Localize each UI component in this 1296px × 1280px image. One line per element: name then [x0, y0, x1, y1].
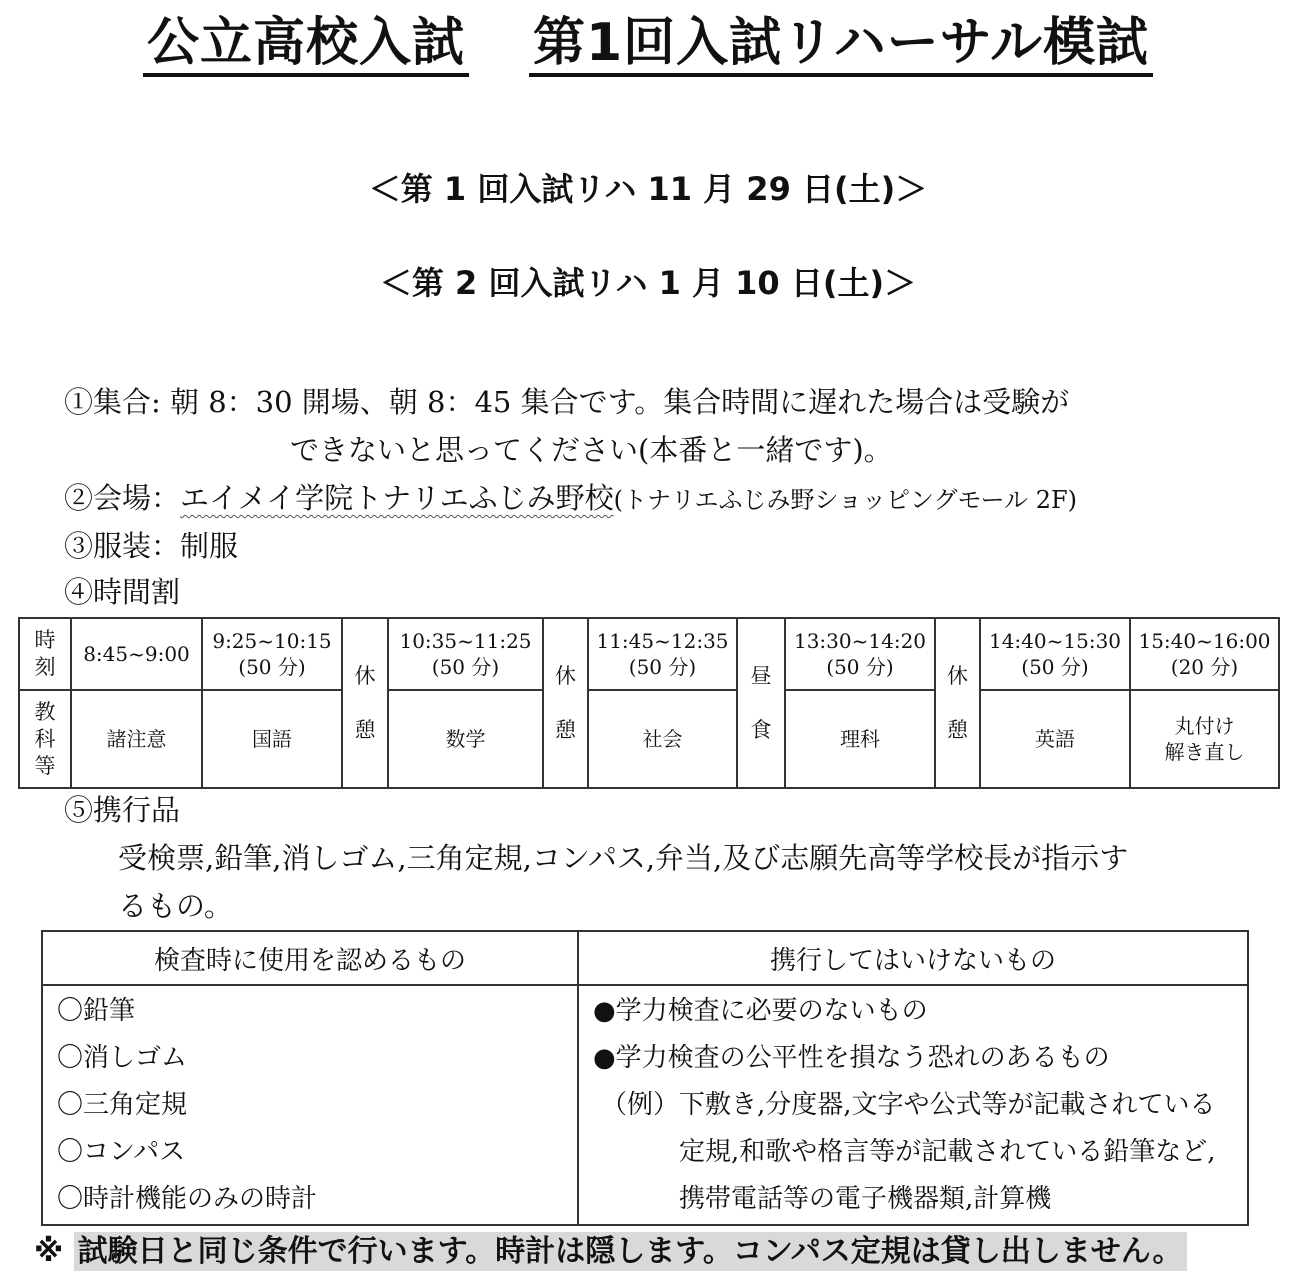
list-item: 〇鉛筆 [57, 996, 136, 1026]
lunch-cell: 昼 食 [737, 618, 785, 788]
title-part-1: 公立高校入試 [143, 13, 469, 77]
subject-label: 教 科 等 [19, 690, 71, 788]
slot-subject: 数学 [388, 690, 543, 788]
belongings-text-2: るもの。 [118, 889, 233, 923]
example-label: （例） [601, 1090, 680, 1120]
gather-line [64, 382, 1069, 422]
dress-line: ③服装：制服 [64, 529, 239, 563]
rules-table [41, 930, 1249, 1226]
list-item: ●学力検査の公平性を損なう恐れのあるもの [593, 1043, 1110, 1073]
slot-subject: 理科 [785, 690, 935, 788]
slot-time: 10:35~11:25 (50 分) [388, 618, 543, 690]
slot-time: 15:40~16:00 (20 分) [1130, 618, 1279, 690]
allowed-list [42, 985, 578, 1225]
title-part-2: 第1回入試リハーサル模試 [529, 13, 1153, 77]
forbidden-header: 携行してはいけないもの [578, 931, 1248, 985]
second-rehearsal-date: ＜第 2 回入試リハ 1 月 10 日(土)＞ [379, 264, 917, 302]
slot-time: 14:40~15:30 (50 分) [980, 618, 1130, 690]
list-item: 〇消しゴム [57, 1043, 188, 1073]
break-cell: 休 憩 [342, 618, 388, 788]
venue-name: エイメイ学院トナリエふじみ野校 [180, 481, 614, 515]
slot-time: 8:45~9:00 [71, 618, 202, 690]
slot-time: 13:30~14:20 (50 分) [785, 618, 935, 690]
venue-label: ②会場： [64, 481, 181, 515]
slot-subject: 諸注意 [71, 690, 202, 788]
forbidden-list [578, 985, 1248, 1225]
list-item: 〇三角定規 [57, 1090, 188, 1120]
time-label: 時 刻 [19, 618, 71, 690]
slot-subject: 丸付け 解き直し [1130, 690, 1279, 788]
footer-note [34, 1228, 1187, 1276]
slot-subject: 英語 [980, 690, 1130, 788]
example-text: 下敷き,分度器,文字や公式等が記載されている定規,和歌や格言等が記載されている鉛筆など,携帯電話等の電子機器類,計算機 [679, 1090, 1216, 1214]
gather-text: です。集合時間に遅れた場合は受験が [578, 385, 1070, 419]
gather-label: ①集合: 朝 8：30 開場、朝 8：45 集合 [64, 385, 579, 419]
break-cell: 休 憩 [543, 618, 588, 788]
venue-note: (トナリエふじみ野ショッピングモール 2F) [613, 486, 1077, 514]
slot-time: 11:45~12:35 (50 分) [588, 618, 737, 690]
schedule-table [18, 617, 1280, 789]
first-rehearsal-date: ＜第 1 回入試リハ 11 月 29 日(土)＞ [368, 170, 928, 208]
list-item: 〇コンパス [57, 1137, 186, 1167]
example-block [579, 1082, 1247, 1223]
schedule-heading: ④時間割 [64, 575, 181, 609]
belongings-heading: ⑤携行品 [64, 793, 181, 827]
gather-text-2: できないと思ってください(本番と一緒です)。 [290, 433, 893, 467]
note-text: 試験日と同じ条件で行います。時計は隠します。コンパス定規は貸し出しません。 [74, 1232, 1187, 1271]
slot-time: 9:25~10:15 (50 分) [202, 618, 342, 690]
note-mark: ※ [34, 1234, 64, 1269]
break-cell: 休 憩 [935, 618, 980, 788]
venue-line [64, 478, 1077, 520]
allowed-header: 検査時に使用を認めるもの [42, 931, 578, 985]
page-title [0, 8, 1296, 78]
list-item: 〇時計機能のみの時計 [57, 1184, 318, 1214]
list-item: ●学力検査に必要のないもの [593, 996, 928, 1026]
slot-subject: 社会 [588, 690, 737, 788]
belongings-text-1: 受検票,鉛筆,消しゴム,三角定規,コンパス,弁当,及び志願先高等学校長が指示す [118, 841, 1129, 875]
slot-subject: 国語 [202, 690, 342, 788]
